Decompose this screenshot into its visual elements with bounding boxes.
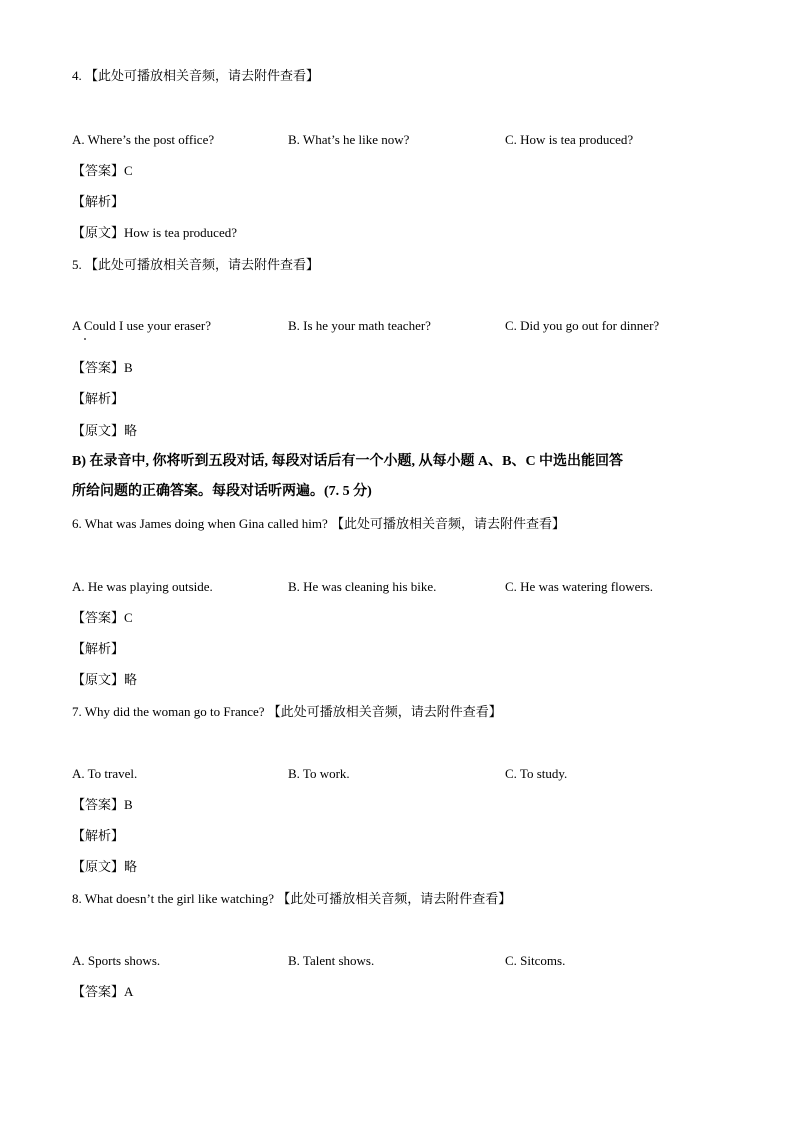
- question-7-option-a: A. To travel.: [72, 766, 138, 781]
- section-b-instructions-line-1: B) 在录音中, 你将听到五段对话, 每段对话后有一个小题, 从每小题 A、B、C 中选出能回答: [72, 454, 624, 469]
- question-6-option-c: C. He was watering flowers.: [505, 579, 654, 594]
- question-5-analysis: 【解析】: [72, 391, 125, 406]
- question-6-option-b: B. He was cleaning his bike.: [288, 579, 437, 594]
- question-5-prompt: 5. 【此处可播放相关音频，请去附件查看】: [72, 257, 320, 272]
- question-8-answer: 【答案】A: [72, 984, 134, 999]
- question-5-original-text: 【原文】略: [72, 423, 138, 438]
- question-4-answer: 【答案】C: [72, 163, 133, 178]
- question-6-option-a: A. He was playing outside.: [72, 579, 213, 594]
- section-b-instructions-line-2: 所给问题的正确答案。每段对话听两遍。(7. 5 分): [72, 484, 372, 499]
- question-5-option-c: C. Did you go out for dinner?: [505, 318, 660, 333]
- question-7-answer: 【答案】B: [72, 797, 133, 812]
- question-4-analysis: 【解析】: [72, 194, 125, 209]
- question-6-analysis: 【解析】: [72, 641, 125, 656]
- question-6-original-text: 【原文】略: [72, 672, 138, 687]
- question-8-option-b: B. Talent shows.: [288, 953, 375, 968]
- question-6-prompt: 6. What was James doing when Gina called him? 【此处可播放相关音频，请去附件查看】: [72, 516, 565, 531]
- question-4-option-b: B. What’s he like now?: [288, 132, 410, 147]
- question-4-option-c: C. How is tea produced?: [505, 132, 634, 147]
- question-5-option-a: A Could I use your eraser?: [72, 318, 211, 333]
- question-7-prompt: 7. Why did the woman go to France? 【此处可播放相关音频，请去附件查看】: [72, 704, 502, 719]
- question-5-option-b: B. Is he your math teacher?: [288, 318, 431, 333]
- question-4-original-text: 【原文】How is tea produced?: [72, 225, 237, 240]
- question-8-prompt: 8. What doesn’t the girl like watching? 【此处可播放相关音频，请去附件查看】: [72, 891, 512, 906]
- question-8-option-a: A. Sports shows.: [72, 953, 161, 968]
- question-6-answer: 【答案】C: [72, 610, 133, 625]
- stray-dot-mark: [84, 338, 86, 340]
- question-7-analysis: 【解析】: [72, 828, 125, 843]
- question-4-prompt: 4. 【此处可播放相关音频，请去附件查看】: [72, 68, 320, 83]
- question-4-option-a: A. Where’s the post office?: [72, 132, 215, 147]
- question-5-answer: 【答案】B: [72, 360, 133, 375]
- question-7-option-b: B. To work.: [288, 766, 350, 781]
- question-8-option-c: C. Sitcoms.: [505, 953, 566, 968]
- question-7-option-c: C. To study.: [505, 766, 568, 781]
- question-7-original-text: 【原文】略: [72, 859, 138, 874]
